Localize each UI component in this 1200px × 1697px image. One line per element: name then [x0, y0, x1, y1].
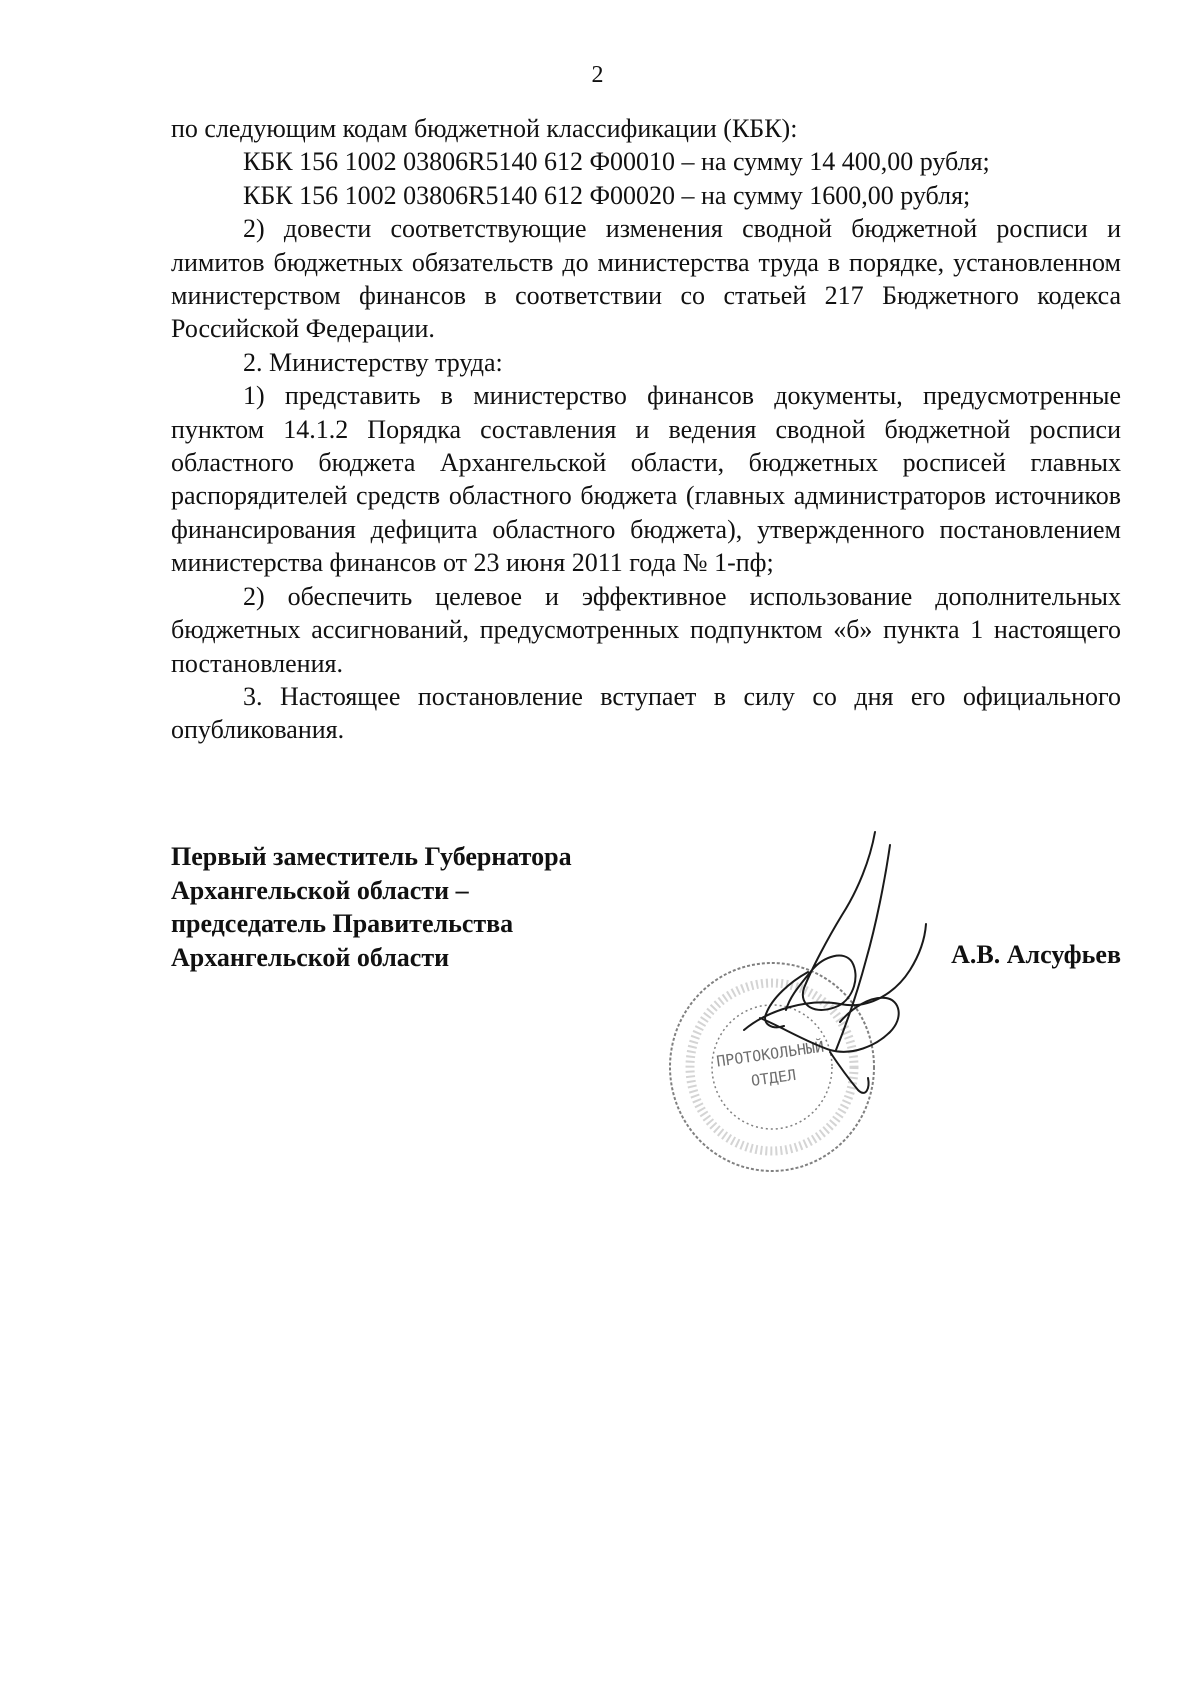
paragraph-item-1-2: 2) довести соответствующие изменения сводной бюджетной росписи и лимитов бюджетных обязательств до министерства труда в порядке, установленном министерством финансов в соответствии со статьей 217 Бюджетного кодекса Российской Федерации.	[171, 214, 1121, 344]
signatory-title-line: Первый заместитель Губернатора	[171, 842, 572, 871]
signatory-title-line: Архангельской области	[171, 942, 450, 972]
paragraph-item-2-2: 2) обеспечить целевое и эффективное использование дополнительных бюджетных ассигнований, предусмотренных подпунктом «б» пункта 1 настоящего постановления.	[171, 581, 1121, 678]
stamp-center-line-2: ОТДЕЛ	[749, 1065, 798, 1090]
handwritten-signature	[720, 820, 950, 1140]
page-number: 2	[591, 62, 604, 88]
paragraph-kbk-code-2: КБК 156 1002 03806R5140 612 Ф00020 – на сумму 1600,00 рубля;	[243, 180, 971, 210]
paragraph-section-3: 3. Настоящее постановление вступает в силу со дня его официального опубликования.	[171, 681, 1121, 745]
document-body	[171, 112, 1121, 747]
signer-name: А.В. Алсуфьев	[951, 940, 1121, 969]
paragraph-kbk-intro: по следующим кодам бюджетной классификации (КБК):	[171, 114, 798, 143]
signatory-title-line: Архангельской области –	[171, 875, 469, 905]
signatory-title	[171, 840, 691, 974]
paragraph-section-2: 2. Министерству труда:	[243, 347, 503, 377]
paragraph-item-2-1: 1) представить в министерство финансов документы, предусмотренные пунктом 14.1.2 Порядка составления и ведения сводной бюджетной росписи областного бюджета Архангельской области, бюджетных росписей главных распорядителей средств областного бюджета (главных администраторов источников финансирования дефицита областного бюджета), утвержденного постановлением министерства финансов от 23 июня 2011 года № 1-пф;	[171, 381, 1121, 578]
signatory-title-line: председатель Правительства	[171, 909, 514, 938]
paragraph-kbk-code-1: КБК 156 1002 03806R5140 612 Ф00010 – на сумму 14 400,00 рубля;	[243, 147, 990, 177]
stamp-center-line-1: ПРОТОКОЛЬНЫЙ	[715, 1037, 826, 1071]
